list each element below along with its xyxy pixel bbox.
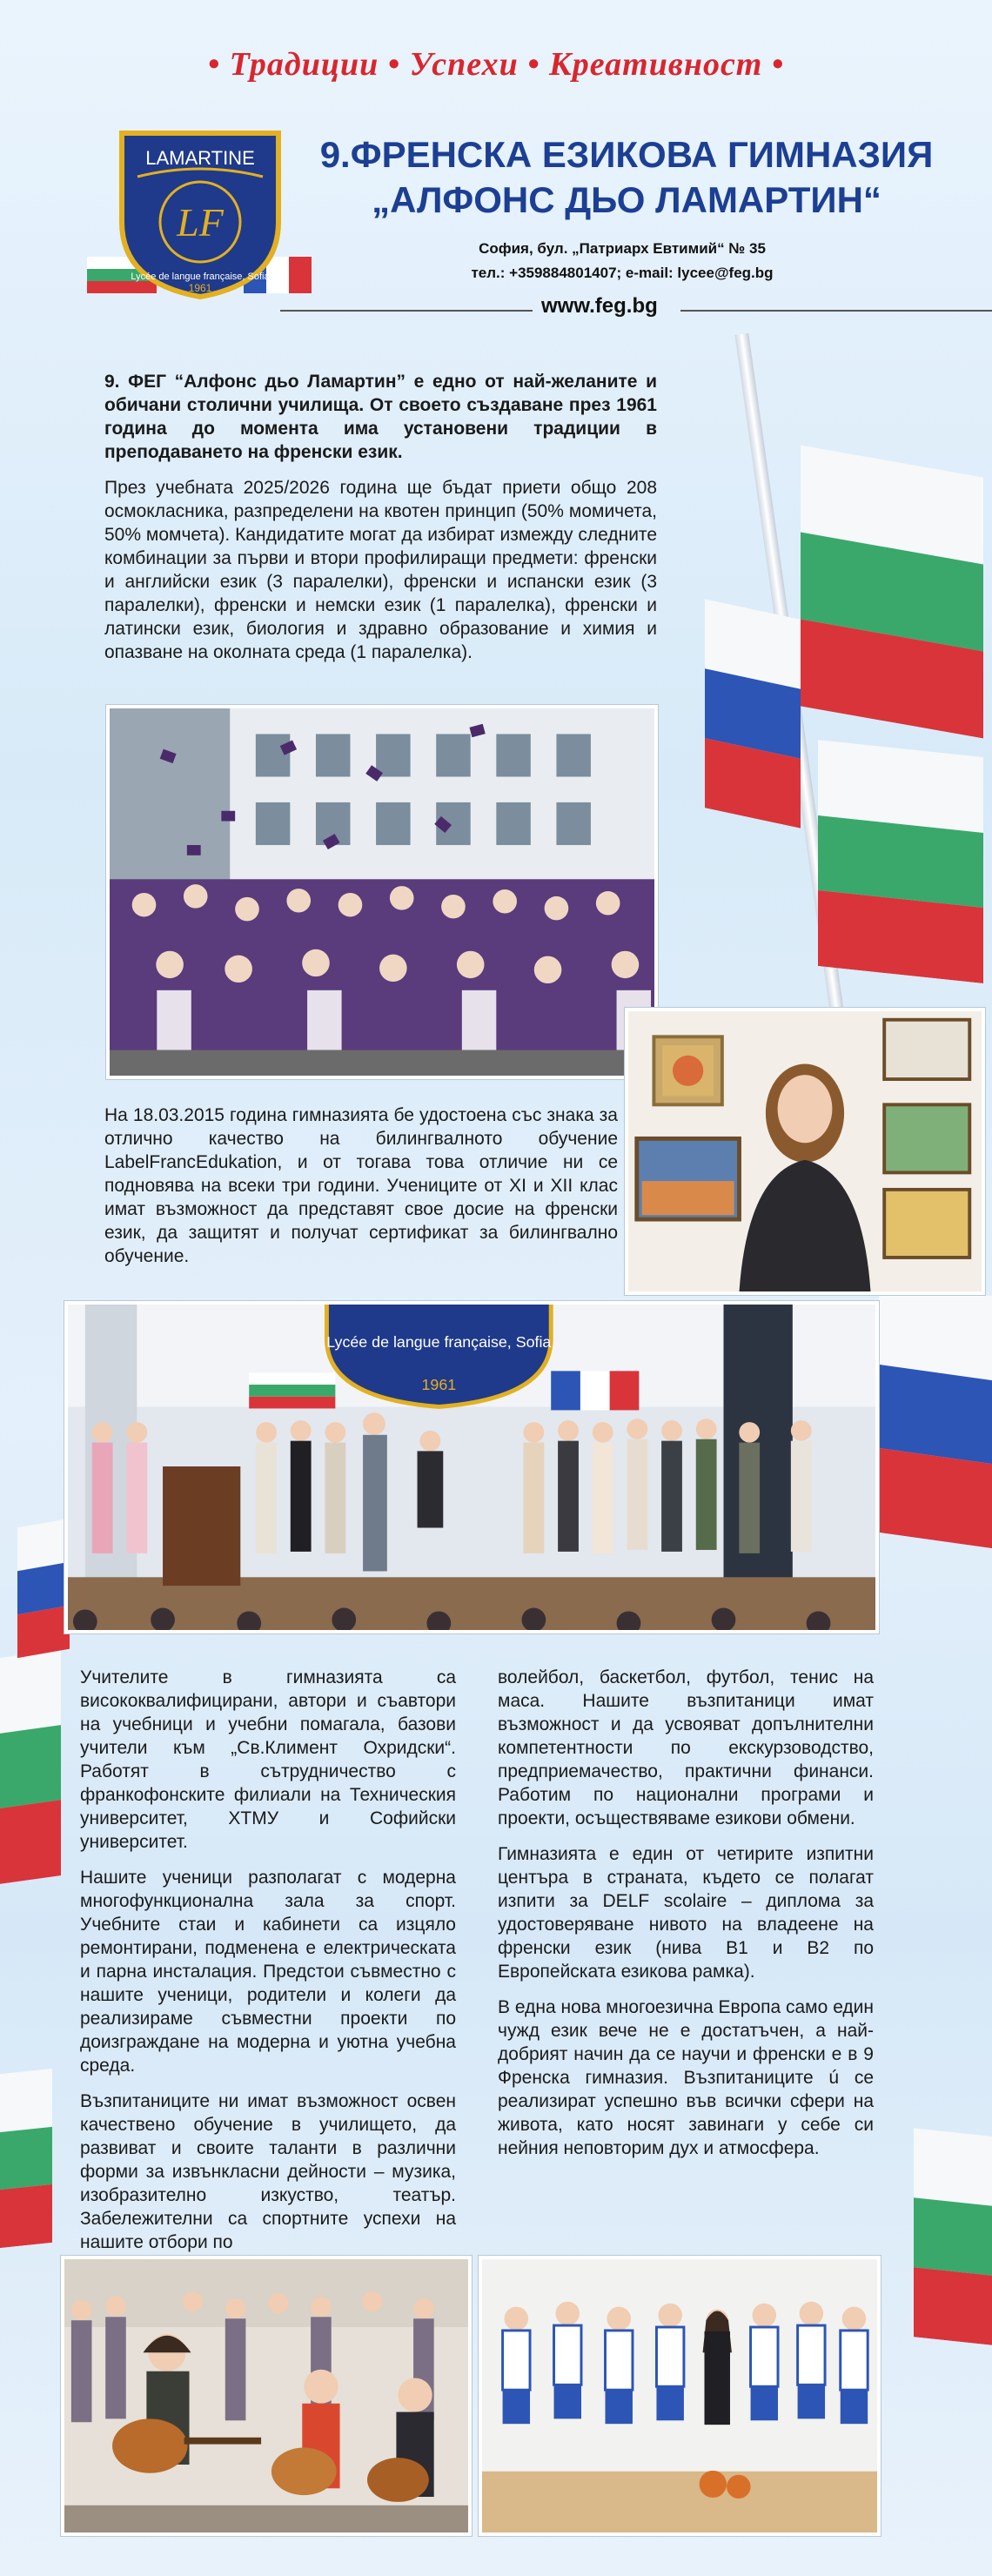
school-logo: [87, 126, 315, 300]
bulgarian-flag-decoration: [0, 2069, 52, 2248]
left-paragraph-3: Възпитаниците ни имат възможност освен качествено обучение в училището, да развиват и своите таланти в различни форми за извънкласни дейности – музика, изобразително изкуство, театър. Забележителни са спортните успехи на нашите отбори по: [80, 2091, 456, 2252]
stage-logo-year: 1961: [421, 1376, 457, 1393]
logo-year: 1961: [188, 282, 212, 294]
left-paragraph-1: Учителите в гимназията са висококвалифицирани, автори и съавтори на учебници и учебни помагала, базови учители към „Св.Климент Охридски“. Работят в сътрудничество с франкофонските филиали на Техническия университет, ХТМУ и Софийски университет.: [80, 1667, 456, 1852]
intro-lead: 9. ФЕГ “Алфонс дьо Ламартин” е едно от най-желаните и обичани столични училища. От своето създаване през 1961 година до момента има установени традиции в преподаването на френски език.: [104, 372, 657, 462]
intro-section: [104, 370, 657, 676]
stage-concert-photo: [64, 1301, 879, 1633]
tagline: • Традиции • Успехи • Креативност •: [207, 46, 785, 83]
stage-logo-ring-text: Lycée de langue française, Sofia: [326, 1333, 552, 1351]
russian-flag-decoration: [879, 1280, 992, 1548]
label-section: [104, 1104, 618, 1280]
divider-line: [280, 310, 533, 312]
phone-email: тел.: +359884801407; e-mail: lycee@feg.bg: [471, 265, 774, 281]
guitar-students-photo: [61, 2256, 472, 2536]
basketball-team-photo: [479, 2256, 881, 2536]
bulgarian-flag-decoration: [801, 445, 983, 738]
logo-top-text: LAMARTINE: [145, 147, 255, 169]
website-link[interactable]: www.feg.bg: [541, 294, 658, 318]
intro-body: През учебната 2025/2026 година ще бъдат приети общо 208 осмокласника, разпределени на квотен принцип (50% момичета, 50% момчета). Кандидатите могат да избират измежду следните комбинации за първи и втори профилиращи предмети: френски и английски език (3 паралелки), френски и испански език (3 паралелки), френски и немски език (1 паралелка), френски и латински език, биология и здравно образование и химия и опазване на околната среда (1 паралелка).: [104, 478, 657, 662]
left-column: [80, 1666, 456, 2266]
divider-line: [680, 310, 992, 312]
school-name-line1: 9.ФРЕНСКА ЕЗИКОВА ГИМНАЗИЯ: [319, 134, 934, 175]
teacher-photo: [625, 1008, 985, 1295]
right-paragraph-1: волейбол, баскетбол, футбол, тенис на маса. Нашите възпитаници имат възможност и да усвояват допълнителни компетентности по екскурзоводство, предприемачество, практични финанси. Работим по национални програми и проекти, осъществяваме езикови обмени.: [498, 1667, 874, 1828]
bulgarian-flag-decoration: [818, 740, 983, 983]
address: София, бул. „Патриарх Евтимий“ № 35: [479, 240, 766, 257]
bulgarian-flag-decoration: [914, 2128, 992, 2345]
right-column: [498, 1666, 874, 2172]
right-paragraph-2: Гимназията е един от четирите изпитни центъра в страната, където се полагат изпити за DELF scolaire – диплома за удостоверяване нивото на владеене на френски език (нива В1 и В2 по Европейската езикова рамка).: [498, 1844, 874, 1982]
logo-monogram: LF: [177, 200, 224, 245]
logo-ring-text: Lycée de langue française, Sofia: [131, 272, 270, 282]
bulgarian-flag-decoration: [0, 1649, 61, 1884]
right-paragraph-3: В една нова многоезична Европа само един чужд език вече не е достатъчен, а най-добрият начин да се научи и френски е в 9 Френска гимназия. Възпитаниците ú се реализират успешно във всички сфери на живота, като носят завинаги у себе си нейния неповторим дух и атмосфера.: [498, 1997, 874, 2158]
website-row: [280, 289, 992, 324]
russian-flag-decoration: [17, 1519, 70, 1659]
graduation-photo: [106, 705, 658, 1079]
label-paragraph: На 18.03.2015 година гимназията бе удостоена със знака за отлично качество на билингвалното обучение LabelFrancEdukation, и от тогава това отличие ни се подновява на всеки три години. Учениците от XI и XII клас имат възможност да представят свое досие на френски език, да защитят и получат сертификат за билингвално обучение.: [104, 1105, 618, 1266]
russian-flag-decoration: [705, 599, 801, 828]
contact-block: [409, 237, 835, 285]
left-paragraph-2: Нашите ученици разполагат с модерна многофункционална зала за спорт. Учебните стаи и кабинети са изцяло ремонтирани, подменена е електрическата и парна инсталация. Предстои съвместно с нашите ученици, родители и колеги да реализираме съвместни проекти по доизграждане на модерна и уютна учебна среда.: [80, 1868, 456, 2076]
school-name-line2: „АЛФОНС ДЬО ЛАМАРТИН“: [372, 179, 881, 220]
school-name: [313, 132, 940, 223]
